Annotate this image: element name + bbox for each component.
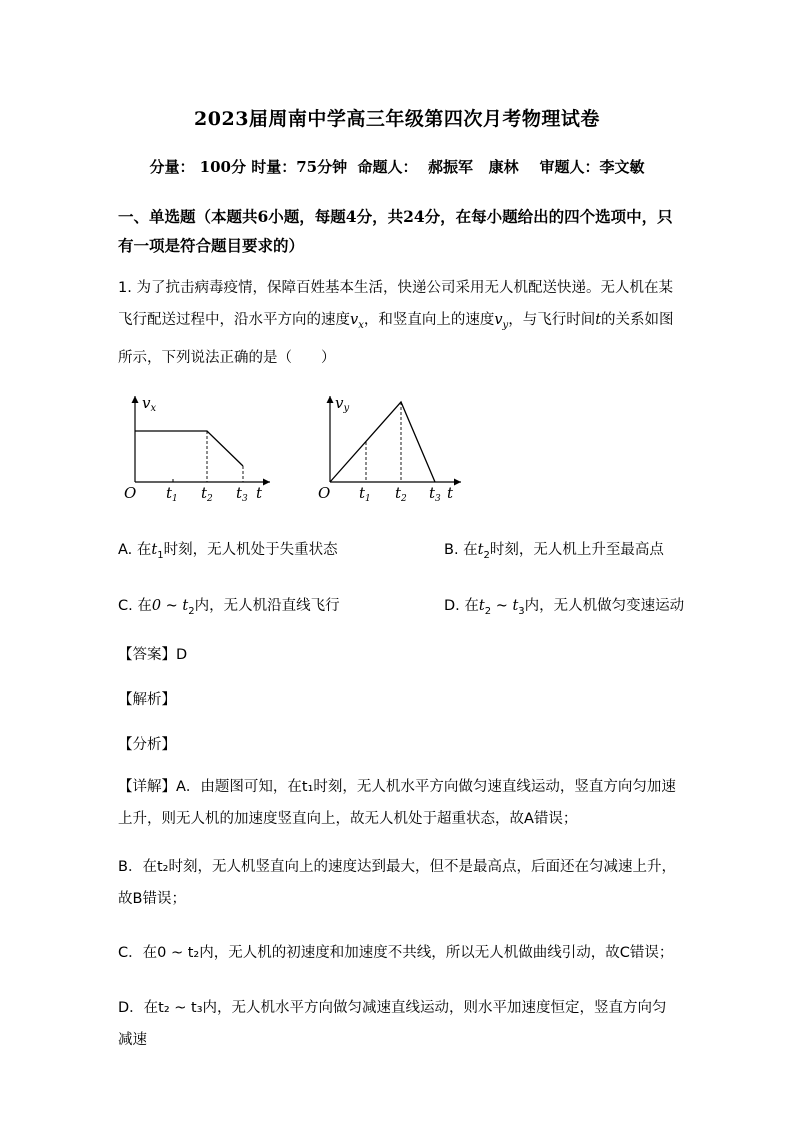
analysis-heading: 【解析】 [118,692,176,708]
question-text-d: 的关系如图所示，下列说法正确的是（ ） [118,312,674,366]
vy-t-graph [313,390,483,505]
origin-label: O [124,484,137,502]
detail-a: 【详解】A．由题图可知，在t₁时刻，无人机水平方向做匀速直线运动，竖直方向匀加速上升，则无人机的加速度竖直向上，故无人机处于超重状态，故A错误； [118,779,676,827]
vy-curve [330,402,435,482]
vy-symbol: $v_y$ [494,312,509,331]
origin-label: O [318,484,331,502]
t1-label: $t_1$ [166,484,178,504]
t1-label: $t_1$ [359,484,371,504]
answer-line: 【答案】D [118,647,188,663]
t2-label: $t_2$ [395,484,407,504]
detail-d: D．在t₂ ~ t₃内，无人机水平方向做匀减速直线运动，则水平加速度恒定，竖直方向匀减速 [118,1000,667,1048]
t3-label: $t_3$ [236,484,248,504]
option-b[interactable]: B. 在$t_2$时刻，无人机上升至最高点 [444,542,664,561]
y-label: $v_y$ [335,394,350,414]
page-title: 2023届周南中学高三年级第四次月考物理试卷 [194,108,600,130]
question-text-b: ，和竖直向上的速度 [363,312,495,328]
question-text-c: ，与飞行时间 [508,312,596,328]
y-label: $v_x$ [142,394,157,414]
option-a[interactable]: A. 在$t_1$时刻，无人机处于失重状态 [118,542,338,561]
section-heading: 一、单选题（本题共6小题，每题4分，共24分，在每小题给出的四个选项中，只有一项是符合题目要求的） [118,207,673,255]
vx-symbol: $v_x$ [350,312,364,331]
question-number: 1. [118,280,132,296]
breakdown-heading: 【分析】 [118,737,176,753]
x-label: t [447,484,454,502]
question-1 [118,272,680,374]
option-c[interactable]: C. 在0 ~ $t_2$内，无人机沿直线飞行 [118,598,340,617]
t2-label: $t_2$ [201,484,213,504]
x-label: t [256,484,263,502]
option-d[interactable]: D. 在$t_2$ ~ $t_3$内，无人机做匀变速运动 [444,598,685,617]
detail-b: B．在t₂时刻，无人机竖直向上的速度达到最大，但不是最高点，后面还在匀减速上升，故B错误； [118,859,676,907]
detail-c: C．在0 ~ t₂内，无人机的初速度和加速度不共线，所以无人机做曲线引动，故C错误； [118,945,674,961]
vx-curve [135,431,243,466]
exam-meta: 分量： 100分 时量：75分钟 命题人： 郝振军 康林 审题人：李文敏 [149,158,645,176]
question-text-a: 为了抗击病毒疫情，保障百姓基本生活，快递公司采用无人机配送快递。无人机在某飞行配送过程中，沿水平方向的速度 [118,280,673,328]
t3-label: $t_3$ [429,484,441,504]
t-symbol: t [595,312,602,328]
vx-t-graph [118,390,288,505]
